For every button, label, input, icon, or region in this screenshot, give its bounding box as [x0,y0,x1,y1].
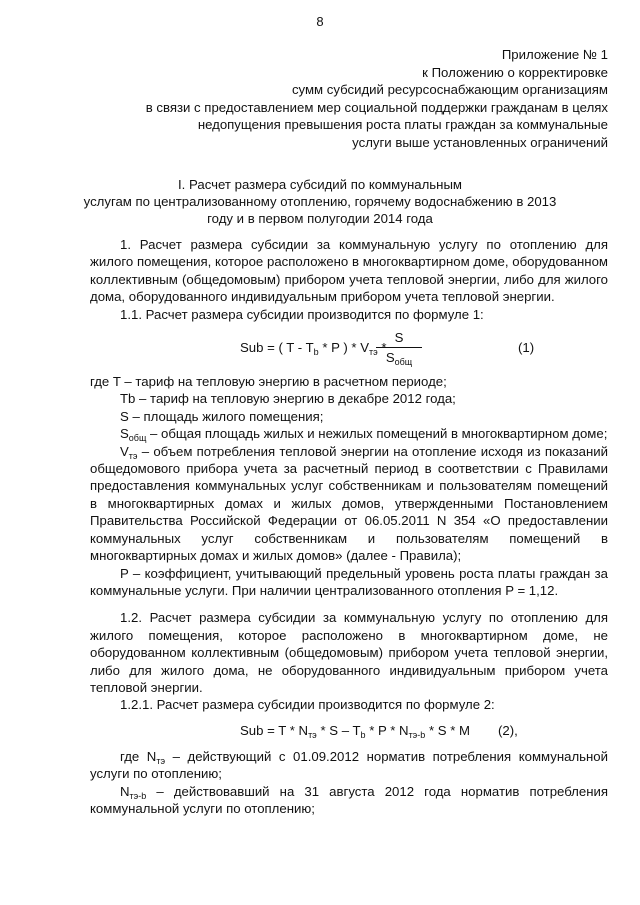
heading-line: году и в первом полугодии 2014 года [207,211,433,226]
formula-1-number: (1) [518,340,535,356]
definition-S: S – площадь жилого помещения; [120,408,324,424]
formula-1-expression: Sub = ( T - $T_b$ * P ) * $V_{тэ}$ * [240,340,387,358]
appendix-line: сумм субсидий ресурсоснабжающим организациям [291,82,608,98]
definition-P: P – коэффициент, учитывающий предельный уровень роста платы граждан за коммунальные услуги. При наличии централизованного отопления P = 1,12. [90,565,608,598]
heading-line: услугам по централизованному отоплению, горячему водоснабжению в 2013 [83,194,557,209]
appendix-line: к Положению о корректировке [422,64,608,80]
appendix-header [146,46,608,152]
definition-S-obsh: $S_{общ}$ – общая площадь жилых и нежилых помещений в многоквартирном доме; [120,426,608,444]
formula-1-fraction [376,329,422,367]
fraction-denominator: $S_{общ}$ [385,350,413,368]
page-number: 8 [316,14,324,29]
paragraph-1-2-1: 1.2.1. Расчет размера субсидии производится по формуле 2: [120,697,495,713]
definition-Nb: $N_{тэ-b}$ – действовавший на 31 августа 2012 года норматив потребления коммунальной услуги по отоплению; [90,783,608,816]
paragraph-1: 1. Расчет размера субсидии за коммунальную услугу по отоплению для жилого помещения, которое расположено в многоквартирном доме, оборудованном коллективным (общедомовым) прибором учета тепловой энергии, либо для жилого дома, оборудованного индивидуальным прибором учета тепловой энергии. [90,237,608,305]
formula-1 [90,329,608,367]
formula-2-number: (2), [498,722,518,738]
document-body [90,236,608,817]
paragraph-1-2: 1.2. Расчет размера субсидии за коммунальную услугу по отоплению для жилого помещения, которое расположено в многоквартирном доме, не оборудованном коллективным (общедомовым) прибором учета тепловой энергии, либо для жилого дома, не оборудованного индивидуальным прибором учета тепловой энергии. [90,610,608,695]
definition-Tb: Tb – тариф на тепловую энергию в декабре 2012 года; [120,391,456,407]
appendix-line: услуги выше установленных ограничений [352,134,608,150]
definition-T: где T – тариф на тепловую энергию в расчетном периоде; [90,374,447,390]
appendix-line: недопущения превышения роста платы граждан за коммунальные [197,117,608,133]
definition-V: $V_{тэ}$ – объем потребления тепловой энергии на отопление исходя из показаний общедомового прибора учета за расчетный период в соответствии с Правилами предоставления коммунальных услуг собственникам и пользователям помещений в многоквартирных домах и жилых домов, утвержденными Постановлением Правительства Российской Федерации от 06.05.2011 N 354 «О предоставлении коммунальных услуг собственникам и пользователям помещений в многоквартирных домах и жилых домов» (далее - Правила); [90,443,608,564]
section-heading [60,176,580,227]
appendix-line: Приложение № 1 [501,47,608,62]
appendix-line: в связи с предоставлением мер социальной поддержки гражданам в целях [145,99,608,115]
formula-2 [90,720,608,744]
fraction-numerator: S [376,329,422,348]
paragraph-1-1: 1.1. Расчет размера субсидии производится по формуле 1: [120,306,484,322]
definition-N: где $N_{тэ}$ – действующий с 01.09.2012 норматив потребления коммунальной услуги по отоплению; [90,748,609,782]
heading-line: I. Расчет размера субсидий по коммунальным [178,177,462,192]
formula-2-expression: Sub = T * $N_{тэ}$ * S – $T_b$ * P * $N_{тэ-b}$ * S * M [240,722,470,740]
